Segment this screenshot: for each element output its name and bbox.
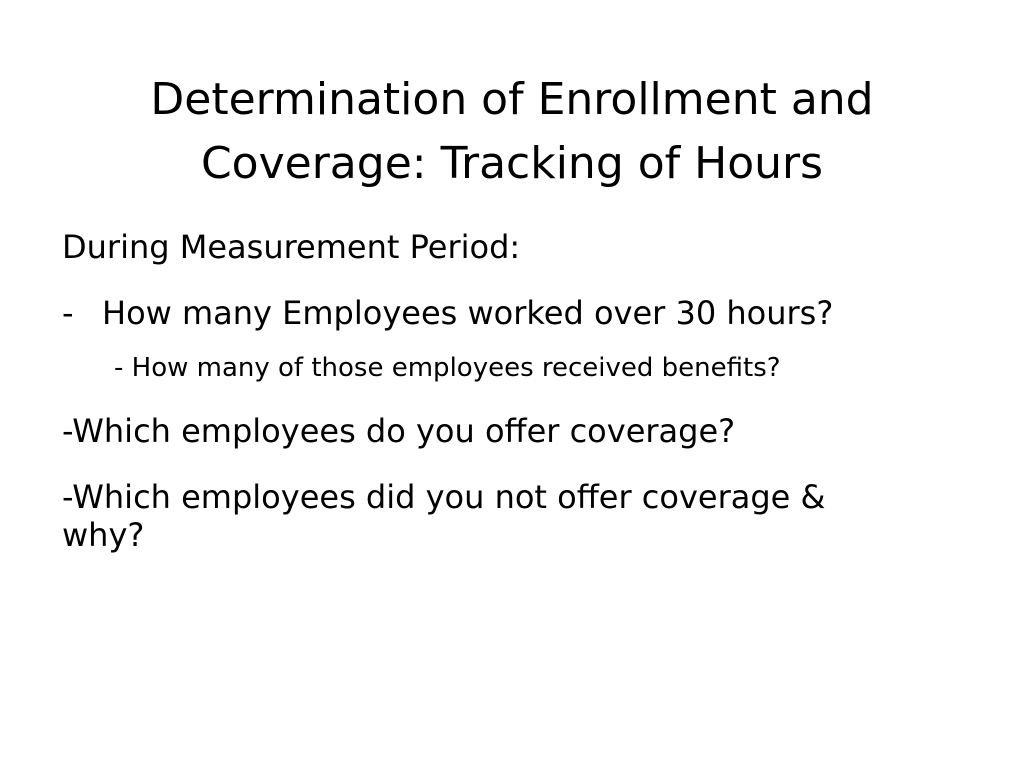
paragraph-not-offer-coverage-line-1: -Which employees did you not offer coverage & (62, 478, 826, 516)
paragraph-not-offer-coverage-line-2: why? (62, 516, 145, 554)
slide-title-line-2: Coverage: Tracking of Hours (200, 138, 824, 189)
sub-bullet-text: - How many of those employees received benefits? (114, 353, 781, 383)
slide-title-line-1: Determination of Enrollment and (150, 74, 874, 125)
bullet-text: How many Employees worked over 30 hours? (102, 294, 834, 332)
measurement-period-heading: During Measurement Period: (62, 228, 521, 266)
slide-title (40, 68, 984, 196)
paragraph-offer-coverage: -Which employees do you offer coverage? (62, 412, 736, 450)
paragraph-not-offer-coverage (62, 478, 952, 554)
slide-body (62, 228, 962, 554)
bullet-dash: - (62, 294, 74, 332)
bullet-item (62, 294, 962, 332)
